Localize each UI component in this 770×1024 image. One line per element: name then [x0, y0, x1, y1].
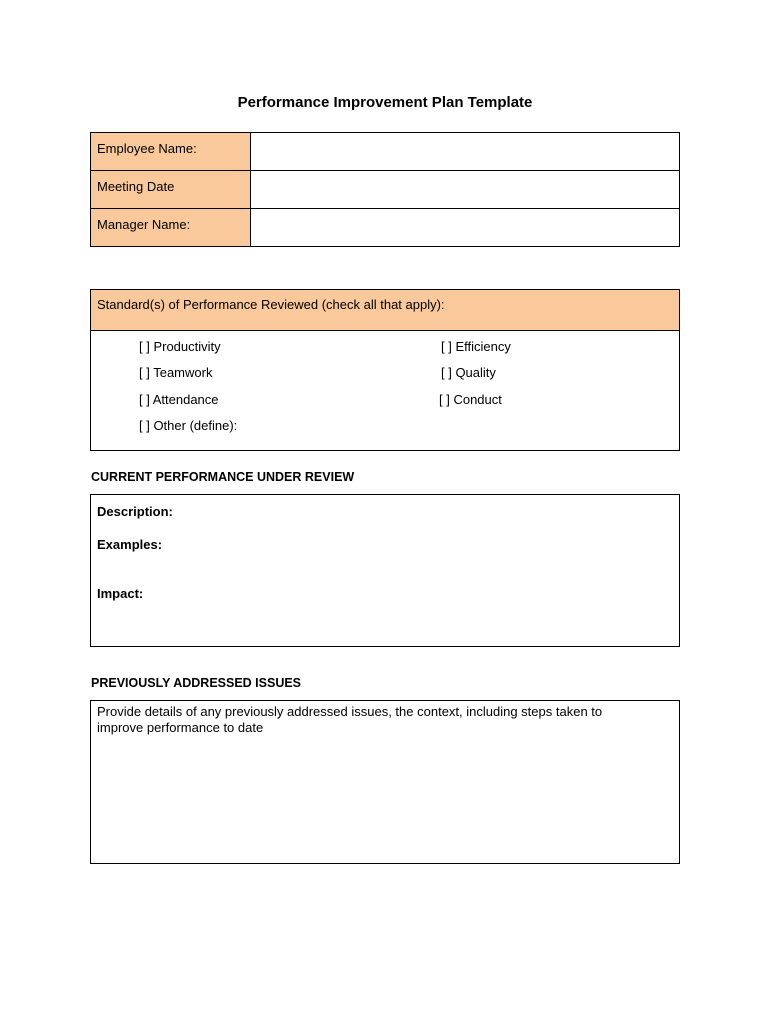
table-row [91, 171, 680, 209]
previous-issues-box[interactable] [90, 700, 680, 864]
examples-label: Examples: [97, 537, 163, 552]
impact-label: Impact: [97, 586, 144, 601]
standards-header: Standard(s) of Performance Reviewed (check all that apply): [91, 290, 679, 331]
previous-issues-heading: PREVIOUSLY ADDRESSED ISSUES [91, 676, 302, 690]
description-label: Description: [97, 504, 173, 519]
document-title: Performance Improvement Plan Template [237, 94, 533, 111]
previous-issues-instructions [91, 701, 679, 739]
checkbox-productivity[interactable]: [ ] Productivity [139, 339, 221, 354]
meeting-date-label: Meeting Date [91, 171, 251, 209]
checkbox-efficiency[interactable]: [ ] Efficiency [441, 339, 511, 354]
checkbox-attendance[interactable]: [ ] Attendance [139, 392, 219, 407]
employee-info-table [90, 132, 680, 247]
employee-name-label: Employee Name: [91, 133, 251, 171]
standards-section [90, 289, 680, 451]
current-performance-box[interactable] [90, 494, 680, 647]
checkbox-other[interactable]: [ ] Other (define): [139, 418, 238, 433]
checkbox-conduct[interactable]: [ ] Conduct [439, 392, 502, 407]
table-row [91, 209, 680, 247]
manager-name-field[interactable] [251, 209, 680, 247]
checkbox-quality[interactable]: [ ] Quality [441, 365, 496, 380]
manager-name-label: Manager Name: [91, 209, 251, 247]
table-row [91, 133, 680, 171]
previous-issues-line-2: improve performance to date [97, 720, 264, 735]
current-performance-heading: CURRENT PERFORMANCE UNDER REVIEW [91, 470, 355, 484]
meeting-date-field[interactable] [251, 171, 680, 209]
employee-name-field[interactable] [251, 133, 680, 171]
previous-issues-line-1: Provide details of any previously addressed issues, the context, including steps taken to [97, 704, 603, 719]
checkbox-teamwork[interactable]: [ ] Teamwork [139, 365, 213, 380]
